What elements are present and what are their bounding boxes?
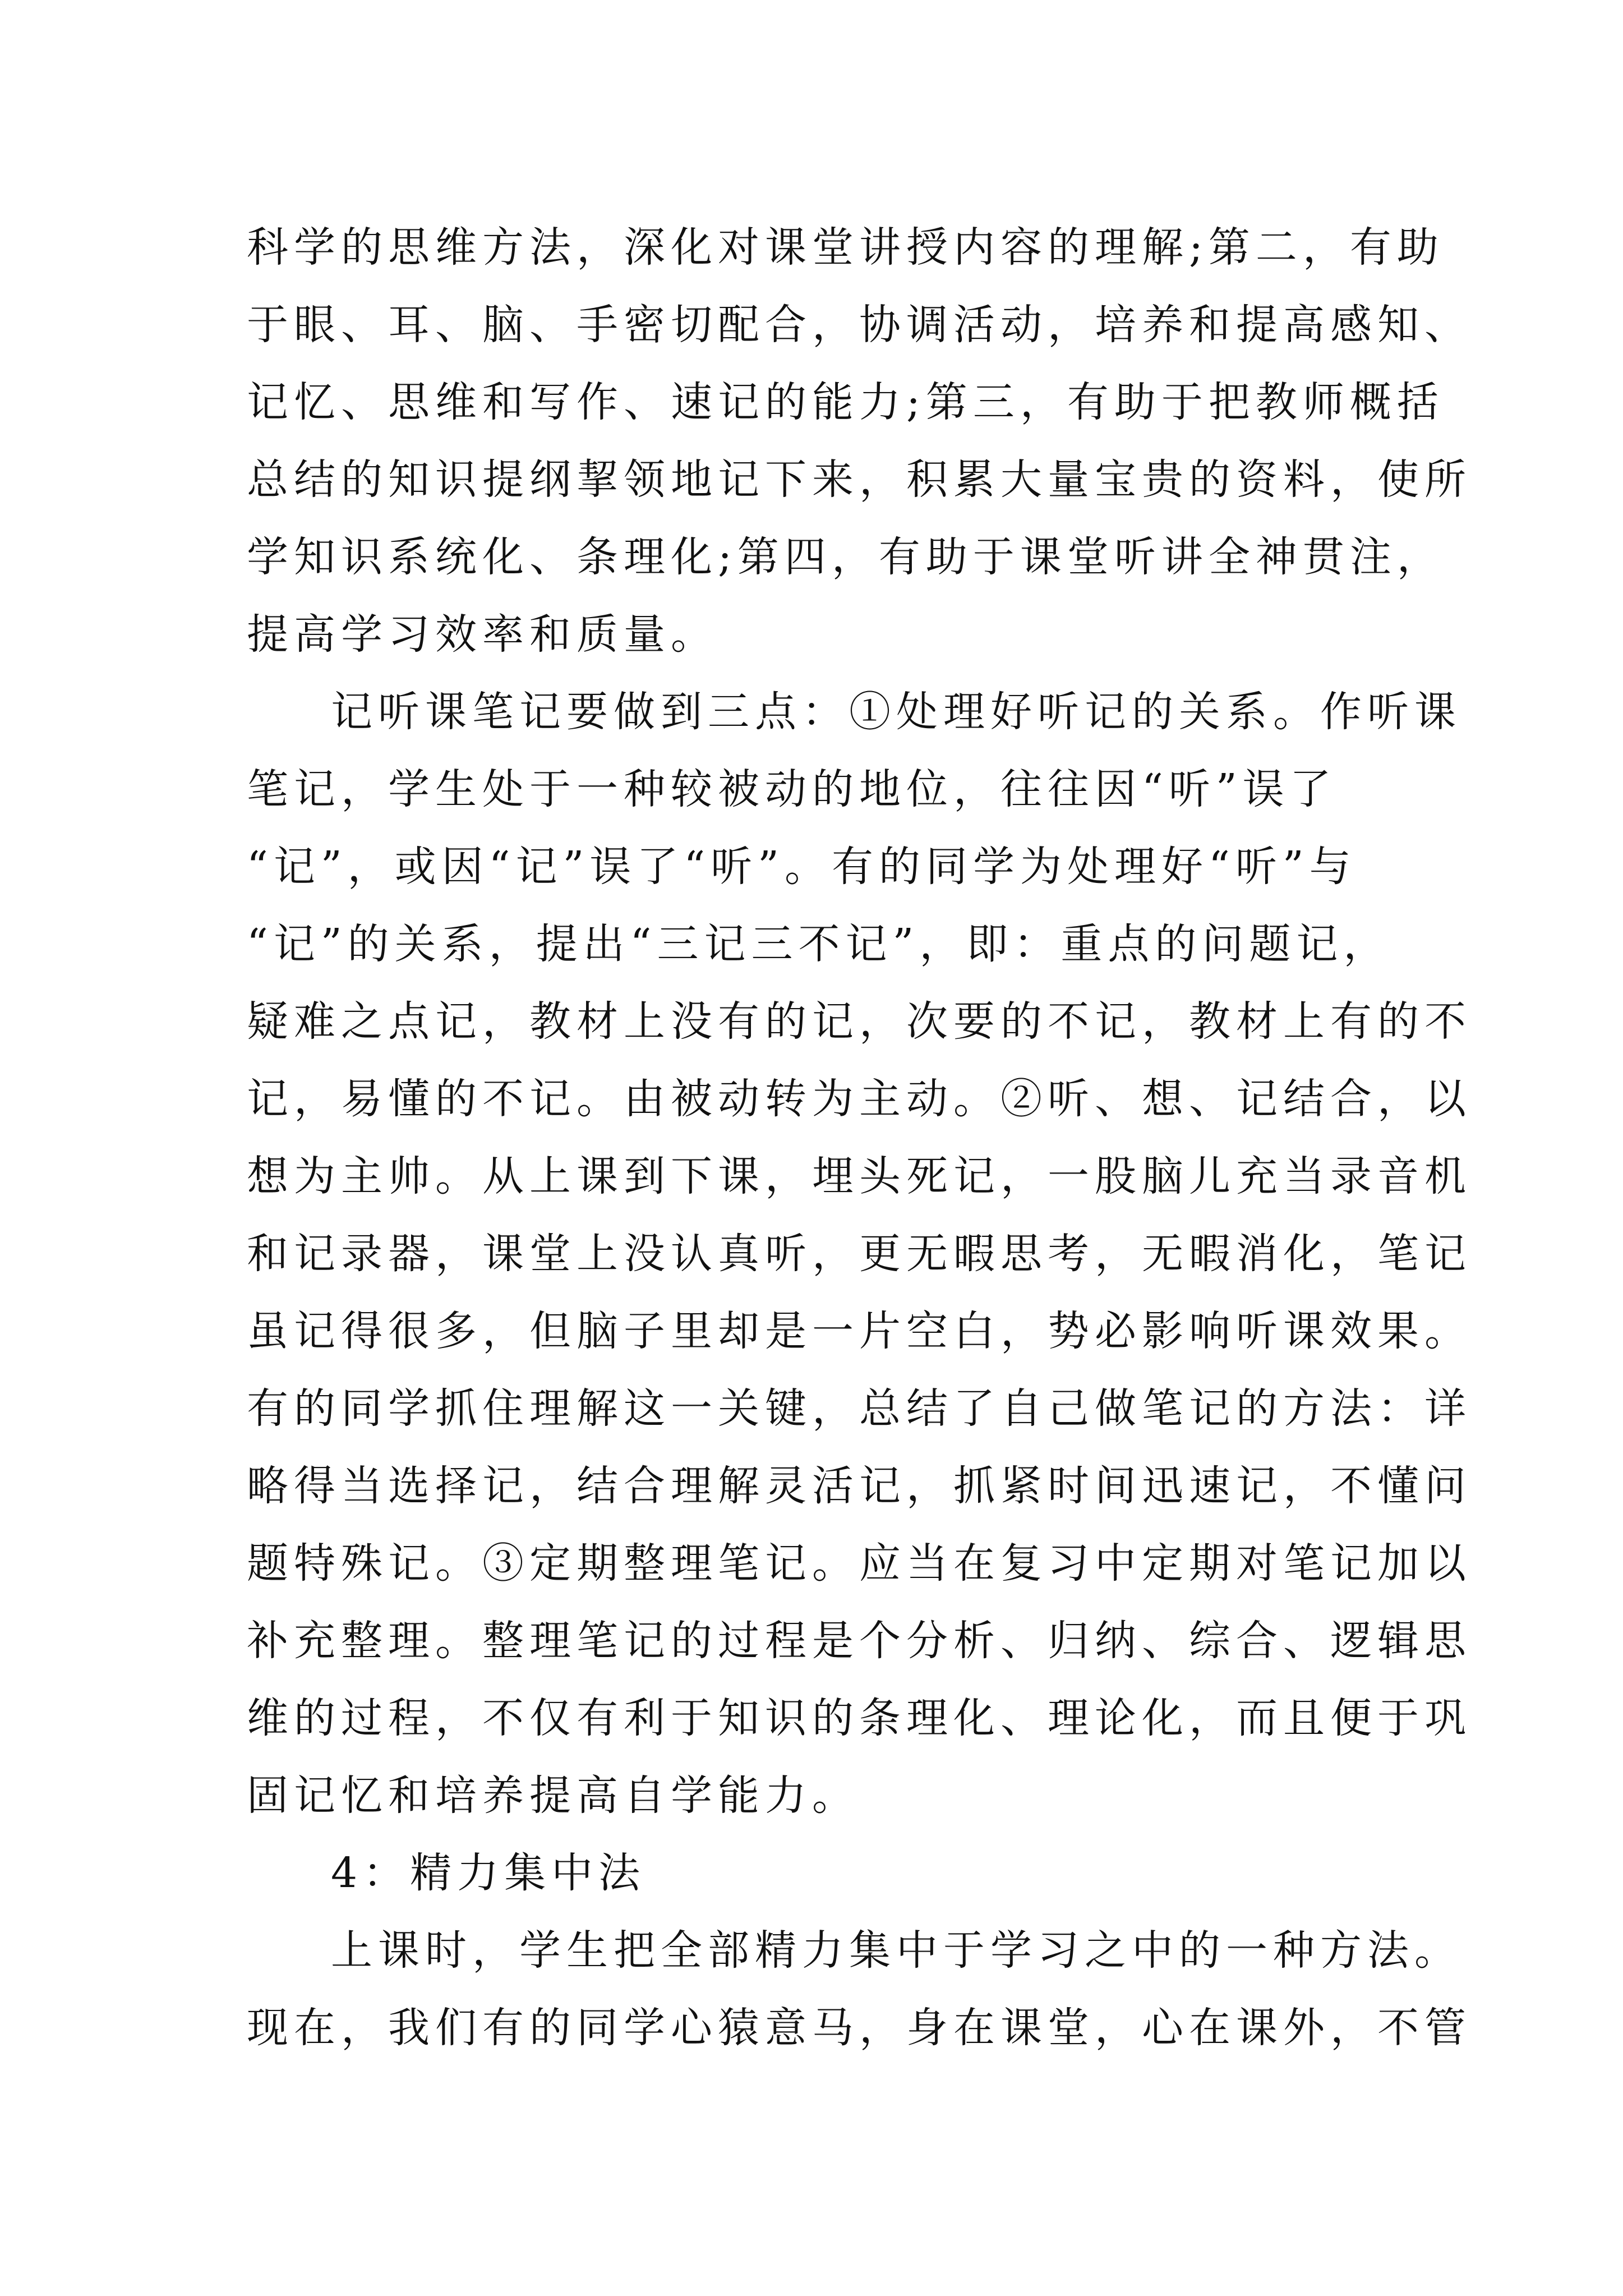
text-line: 和记录器，课堂上没认真听，更无暇思考，无暇消化，笔记 <box>247 1230 1472 1278</box>
text-line: “记”的关系，提出“三记三不记”，即：重点的问题记， <box>247 920 1391 968</box>
text-line: 笔记，学生处于一种较被动的地位，往往因“听”误了 <box>247 765 1337 813</box>
paragraph-3 <box>247 1912 1472 2067</box>
paragraph-1 <box>247 209 1472 673</box>
heading-text: 4：精力集中法 <box>331 1849 646 1897</box>
text-line: 想为主帅。从上课到下课，埋头死记，一股脑儿充当录音机 <box>247 1152 1472 1200</box>
text-line: 疑难之点记，教材上没有的记，次要的不记，教材上有的不 <box>247 997 1472 1046</box>
text-line: 科学的思维方法，深化对课堂讲授内容的理解;第二，有助 <box>247 223 1444 272</box>
text-line: 提高学习效率和质量。 <box>247 610 718 659</box>
text-line: 固记忆和培养提高自学能力。 <box>247 1772 859 1820</box>
section-heading <box>247 1834 1413 1912</box>
text-line: 维的过程，不仅有利于知识的条理化、理论化，而且便于巩 <box>247 1694 1472 1742</box>
text-line: 题特殊记。③定期整理笔记。应当在复习中定期对笔记加以 <box>247 1539 1472 1588</box>
text-line: 虽记得很多，但脑子里却是一片空白，势必影响听课效果。 <box>247 1307 1472 1355</box>
text-line: 补充整理。整理笔记的过程是个分析、归纳、综合、逻辑思 <box>247 1617 1472 1665</box>
text-line: 记忆、思维和写作、速记的能力;第三，有助于把教师概括 <box>247 378 1444 426</box>
paragraph-2 <box>247 673 1472 1834</box>
text-line: 总结的知识提纲挈领地记下来，积累大量宝贵的资料，使所 <box>247 455 1472 504</box>
text-line: 上课时，学生把全部精力集中于学习之中的一种方法。 <box>331 1926 1461 1975</box>
text-line: 现在，我们有的同学心猿意马，身在课堂，心在课外，不管 <box>247 2004 1472 2052</box>
text-line: 于眼、耳、脑、手密切配合，协调活动，培养和提高感知、 <box>247 301 1472 349</box>
text-line: 记听课笔记要做到三点：①处理好听记的关系。作听课 <box>331 688 1461 736</box>
text-line: 学知识系统化、条理化;第四，有助于课堂听讲全神贯注， <box>247 533 1444 581</box>
text-line: 有的同学抓住理解这一关键，总结了自己做笔记的方法：详 <box>247 1384 1472 1433</box>
text-line: 略得当选择记，结合理解灵活记，抓紧时间迅速记，不懂问 <box>247 1462 1472 1510</box>
body-text <box>247 209 1472 2067</box>
text-line: 记，易懂的不记。由被动转为主动。②听、想、记结合，以 <box>247 1075 1472 1123</box>
text-line: “记”，或因“记”误了“听”。有的同学为处理好“听”与 <box>247 843 1357 891</box>
